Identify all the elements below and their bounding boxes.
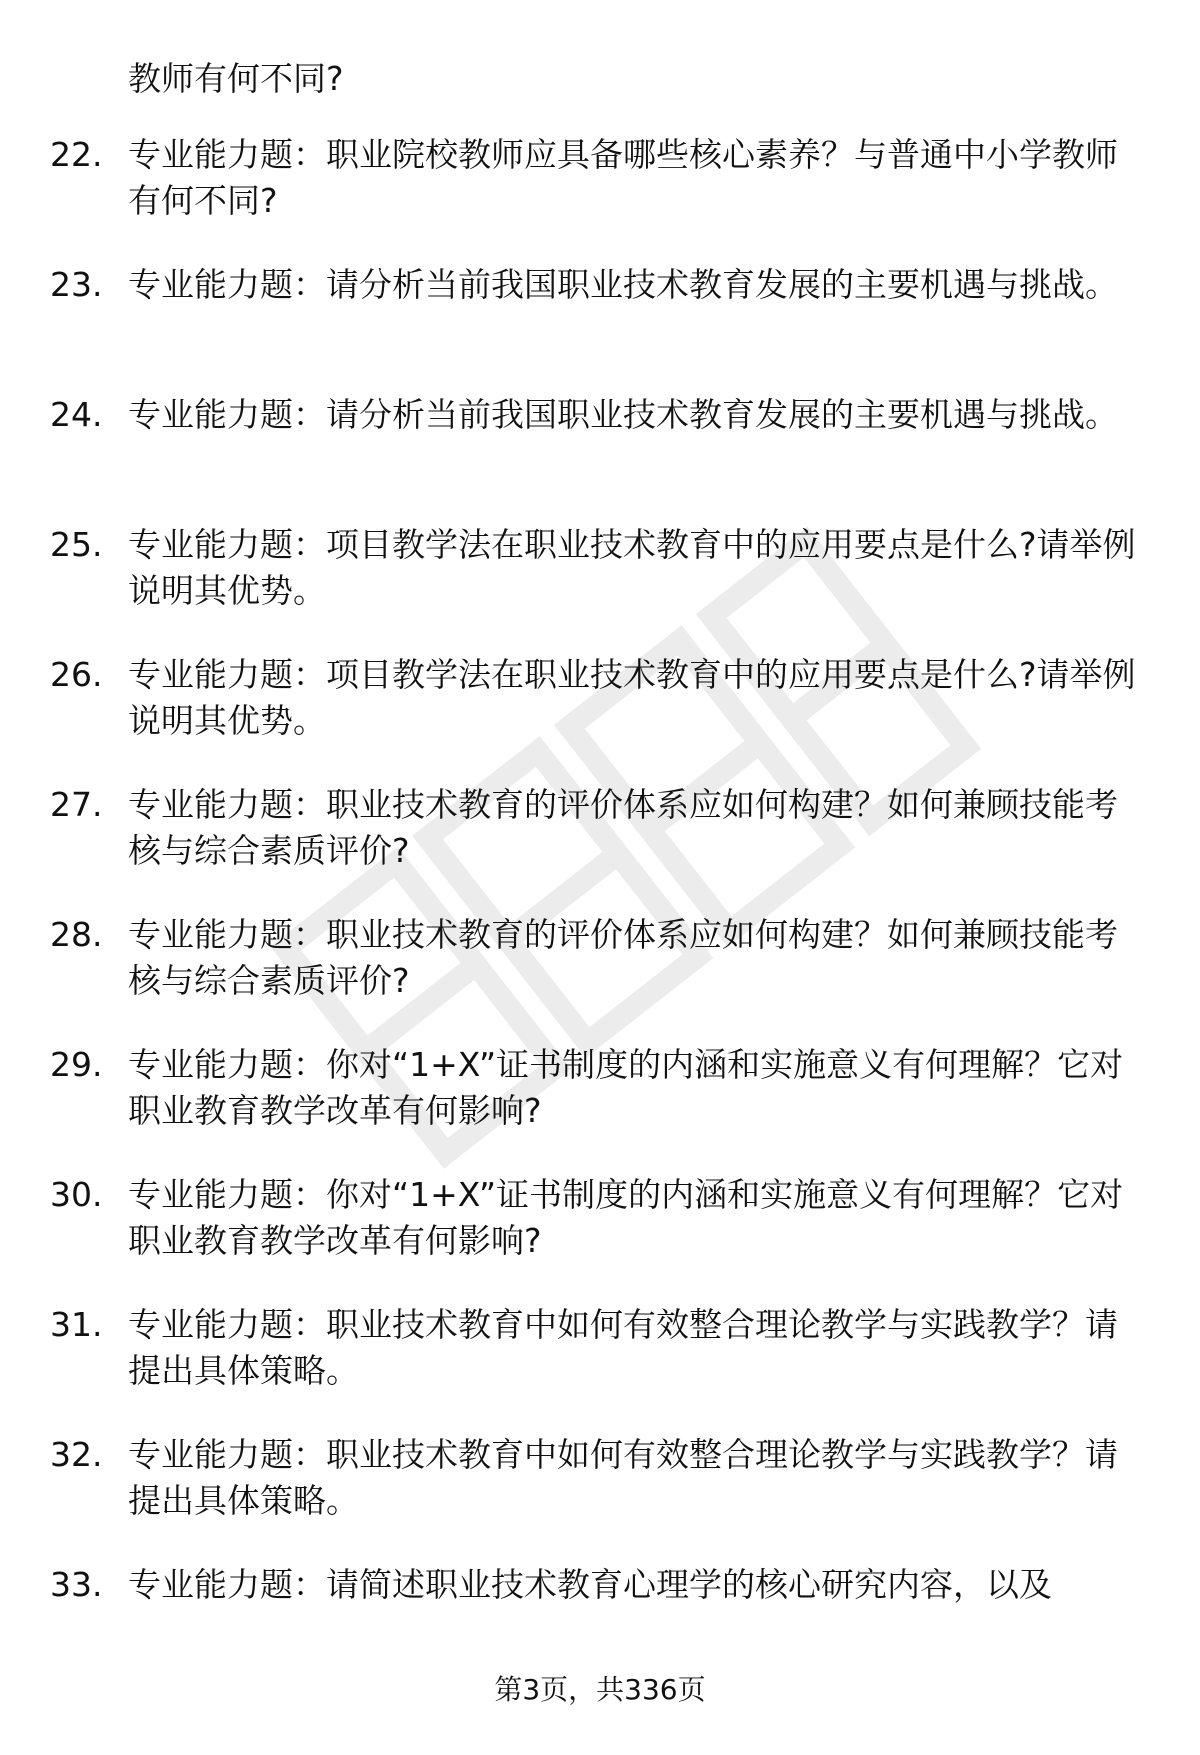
question-number: 24. bbox=[50, 395, 103, 434]
question-text: 专业能力题：职业技术教育中如何有效整合理论教学与实践教学？请提出具体策略。 bbox=[128, 1305, 1118, 1390]
continuation-text: 教师有何不同? bbox=[128, 59, 344, 98]
question-text: 专业能力题：请分析当前我国职业技术教育发展的主要机遇与挑战。 bbox=[128, 265, 1118, 304]
question-text: 专业能力题：你对“1+X”证书制度的内涵和实施意义有何理解？它对职业教育教学改革有何影响? bbox=[128, 1175, 1124, 1260]
question-number: 33. bbox=[50, 1565, 103, 1604]
question-number: 23. bbox=[50, 265, 103, 304]
question-text: 专业能力题：职业院校教师应具备哪些核心素养？与普通中小学教师有何不同? bbox=[128, 135, 1118, 220]
question-text: 专业能力题：项目教学法在职业技术教育中的应用要点是什么?请举例说明其优势。 bbox=[128, 655, 1136, 740]
question-text: 专业能力题：请分析当前我国职业技术教育发展的主要机遇与挑战。 bbox=[128, 395, 1118, 434]
question-number: 28. bbox=[50, 915, 103, 954]
question-number: 32. bbox=[50, 1435, 103, 1474]
question-number: 27. bbox=[50, 785, 103, 824]
question-text: 专业能力题：你对“1+X”证书制度的内涵和实施意义有何理解？它对职业教育教学改革有何影响? bbox=[128, 1045, 1124, 1130]
question-text: 专业能力题：职业技术教育中如何有效整合理论教学与实践教学？请提出具体策略。 bbox=[128, 1435, 1118, 1520]
question-number: 30. bbox=[50, 1175, 103, 1214]
question-text: 专业能力题：项目教学法在职业技术教育中的应用要点是什么?请举例说明其优势。 bbox=[128, 525, 1136, 610]
question-number: 31. bbox=[50, 1305, 103, 1344]
question-text: 专业能力题：职业技术教育的评价体系应如何构建？如何兼顾技能考核与综合素质评价? bbox=[128, 785, 1118, 870]
question-number: 26. bbox=[50, 655, 103, 694]
page-footer: 第3页，共336页 bbox=[494, 1673, 706, 1706]
question-number: 29. bbox=[50, 1045, 103, 1084]
question-number: 25. bbox=[50, 525, 103, 564]
question-text: 专业能力题：请简述职业技术教育心理学的核心研究内容，以及 bbox=[128, 1565, 1052, 1604]
question-text: 专业能力题：职业技术教育的评价体系应如何构建？如何兼顾技能考核与综合素质评价? bbox=[128, 915, 1118, 1000]
question-number: 22. bbox=[50, 135, 103, 174]
